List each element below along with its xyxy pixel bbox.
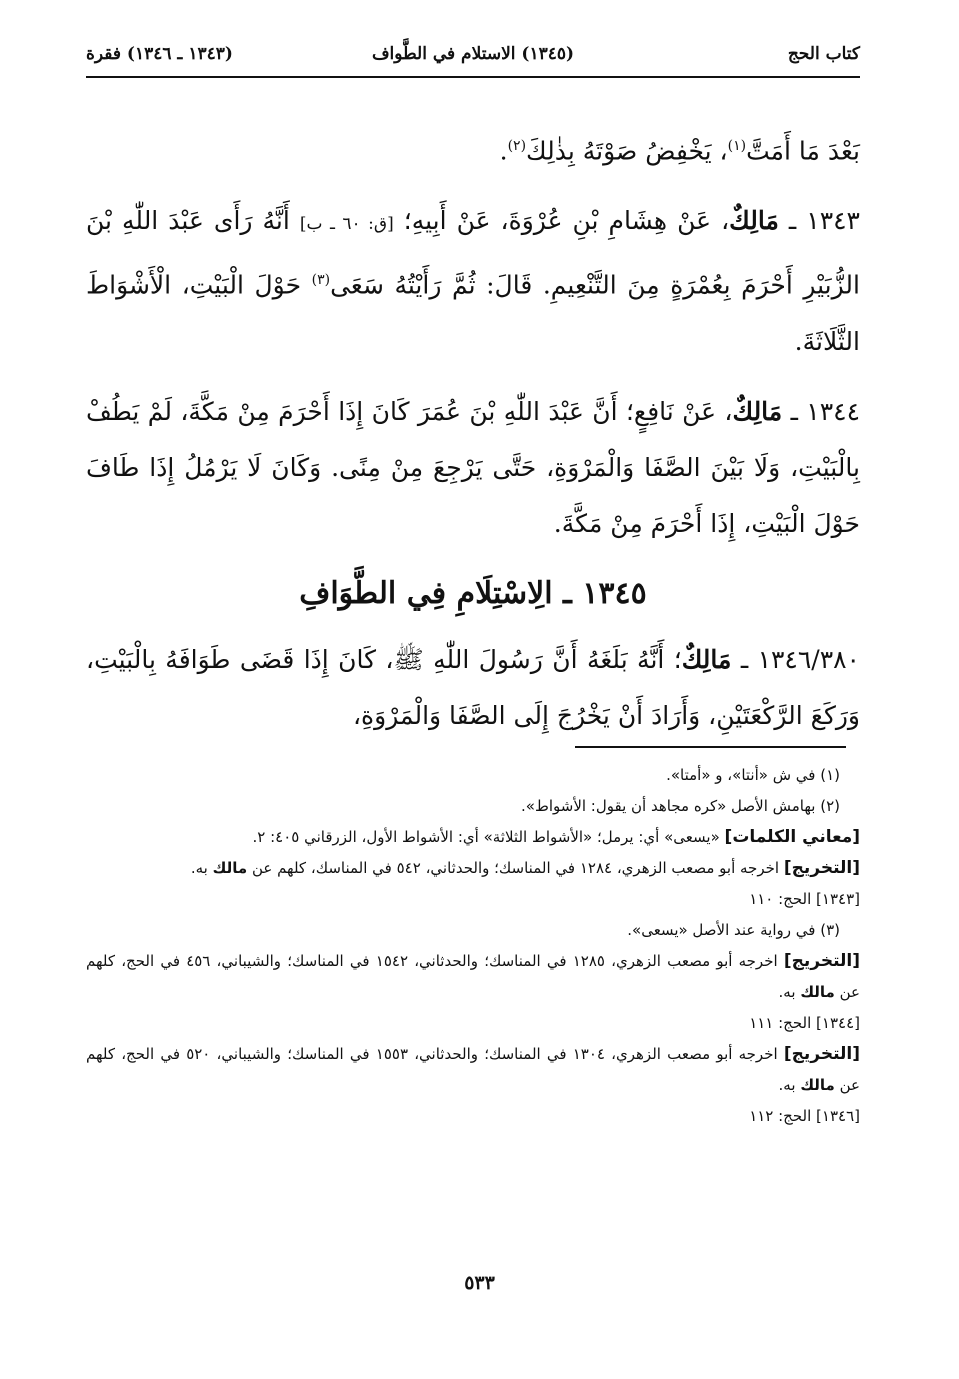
takhrij-1346 — [86, 1039, 860, 1101]
footnote-1: (١) في ش «أنتا»، و «أمتا». — [666, 766, 840, 784]
paragraph-continuation — [86, 118, 860, 179]
hadith-1343 — [86, 193, 860, 369]
running-header — [86, 40, 860, 74]
main-text — [86, 118, 860, 758]
footnote-ref: (٣) — [311, 272, 331, 289]
text-segment: حَوْلَ الْبَيْتِ، الْأَشْوَاطَ الثَّلَاثَةَ. — [86, 270, 860, 356]
takhrij-text: اخرجه أبو مصعب الزهري، ١٢٨٤ في المناسك؛ والحدثاني، ٥٤٢ في المناسك، كلهم عن — [251, 859, 780, 877]
takhrij-label: [التخريج] — [783, 858, 860, 878]
paragraph-range: (١٣٤٣ ـ ١٣٤٦) فقرة — [86, 44, 233, 64]
hadith-number: ١٣٤٣ ـ — [788, 206, 860, 236]
hadith-number: ١٣٤٤ ـ — [790, 396, 860, 426]
footnote-2: (٢) بهامش الأصل «كره مجاهد أن يقول: الأشواط». — [521, 797, 840, 815]
footnote-divider — [575, 746, 846, 748]
text-segment: ؛ أَنَّهُ بَلَغَهُ أَنَّ رَسُولَ اللّٰهِ ﷺ، كَانَ إِذَا قَضَى طَوَافَهُ بِالْبَيْتِ، وَرَكَعَ الرَّكْعَتَيْنِ، وَأَرَادَ أَنْ يَخْرُجَ إِلَى الصَّفَا وَالْمَرْوَةِ، — [86, 644, 860, 730]
folio-marker: [ق: ٦٠ ـ ب] — [299, 214, 394, 235]
takhrij-text: اخرجه أبو مصعب الزهري، ١٣٠٤ في المناسك؛ والحدثاني، ١٥٥٣ في المناسك؛ والشيباني، ٥٢٠ في الحج، كلهم عن — [86, 1045, 860, 1094]
takhrij-label: [التخريج] — [783, 951, 860, 971]
narrator-name: مَالِكٌ — [729, 206, 779, 236]
hadith-1344 — [86, 384, 860, 552]
footnote-ref: (١) — [727, 138, 747, 154]
takhrij-1344 — [86, 946, 860, 1008]
text-segment: أَنَّهُ رَأَى عَبْدَ اللّٰهِ بْنَ الزُّبَيْرِ أَحْرَمَ بِعُمْرَةٍ مِنَ التَّنْعِيمِ. قَالَ: ثُمَّ رَأَيْتُهُ سَعَى — [86, 206, 860, 300]
takhrij-end: به. — [778, 1076, 796, 1094]
text-segment: ، عَنْ نَافِعٍ؛ أَنَّ عَبْدَ اللّٰهِ بْنَ عُمَرَ كَانَ إِذَا أَحْرَمَ مِنْ مَكَّةَ، لَمْ يَطُفْ بِالْبَيْتِ، وَلَا بَيْنَ الصَّفَا وَالْمَرْوَةِ، حَتَّى يَرْجِعَ مِنْ مِنًى. وَكَانَ لَا يَرْمُلُ إِذَا طَافَ حَوْلَ الْبَيْتِ، إِذَا أَحْرَمَ مِنْ مَكَّةَ. — [86, 396, 860, 538]
section-heading: ١٣٤٥ ـ الِاسْتِلَامِ فِي الطَّوَافِ — [299, 575, 647, 611]
takhrij-text: اخرجه أبو مصعب الزهري، ١٢٨٥ في المناسك؛ والحدثاني، ١٥٤٢ في المناسك؛ والشيباني، ٤٥٦ في الحج، كلهم عن — [86, 952, 860, 1001]
footnotes — [86, 760, 860, 1132]
malik-name: مالك — [212, 859, 248, 877]
takhrij-end: به. — [190, 859, 208, 877]
page-number: ٥٣٣ — [464, 1272, 495, 1294]
book-title: كتاب الحج — [787, 44, 860, 64]
malik-name: مالك — [800, 983, 835, 1001]
takhrij-1343 — [86, 853, 860, 884]
hadith-number: ١٣٤٦/٣٨٠ ـ — [740, 644, 860, 674]
takhrij-label: [التخريج] — [783, 1044, 860, 1064]
hadith-1346 — [86, 632, 860, 744]
malik-name: مالك — [800, 1076, 835, 1094]
word-meanings — [86, 822, 860, 853]
header-divider — [86, 76, 860, 78]
narrator-name: مَالِكٌ — [732, 396, 783, 426]
text-segment: ، عَنْ هِشَامِ بْنِ عُرْوَةَ، عَنْ أَبِيهِ؛ — [403, 206, 730, 236]
text-segment: بَعْدَ مَا أَمَتَّ — [746, 136, 860, 166]
meanings-label: [معاني الكلمات] — [724, 827, 860, 847]
meanings-text: «يسعى» أي: يرمل؛ «الأشواط الثلاثة» أي: الأشواط الأول، الزرقاني ٤٠٥: ٢. — [252, 828, 720, 846]
text-segment: ، يَخْفِضُ صَوْتَهُ بِذٰلِكَ — [526, 136, 728, 166]
narrator-name: مَالِكٌ — [681, 644, 732, 674]
text-segment: . — [499, 136, 508, 166]
reference-1343: [١٣٤٣] الحج: ١١٠ — [749, 890, 860, 908]
reference-1344: [١٣٤٤] الحج: ١١١ — [749, 1014, 860, 1032]
chapter-title: (١٣٤٥) الاستلام في الطَّواف — [371, 44, 575, 64]
footnote-3: (٣) في رواية عند الأصل «يسعى». — [627, 921, 840, 939]
footnote-ref: (٢) — [507, 138, 527, 154]
reference-1346: [١٣٤٦] الحج: ١١٢ — [749, 1107, 860, 1125]
takhrij-end: به. — [778, 983, 796, 1001]
